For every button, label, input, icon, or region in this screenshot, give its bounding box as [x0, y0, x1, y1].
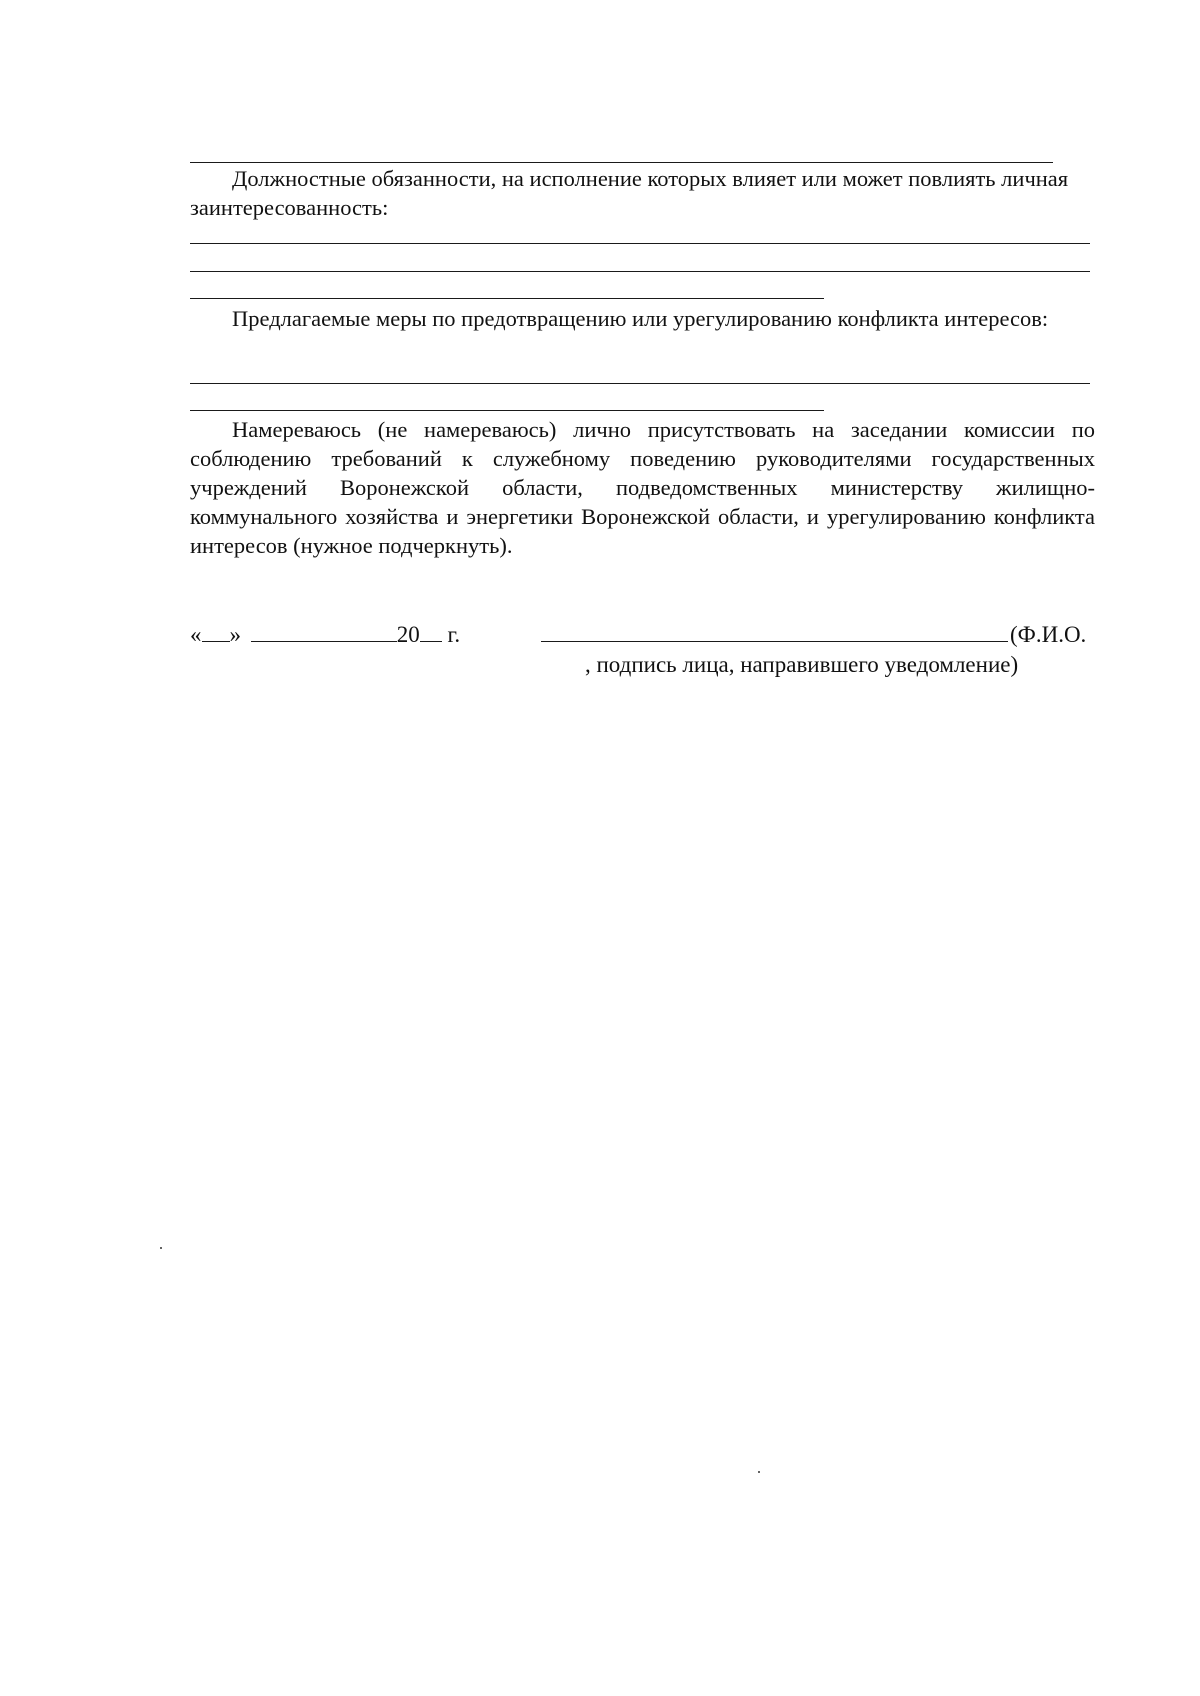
duties-paragraph: Должностные обязанности, на исполнение которых влияет или может повлиять личная заинтересованность: [190, 166, 1069, 220]
measures-fill-line-1[interactable] [190, 383, 1090, 384]
measures-fill-line-2[interactable] [190, 410, 824, 411]
signature-fill-line[interactable] [541, 641, 1008, 642]
year-blank[interactable] [420, 621, 442, 642]
scan-speck [160, 1247, 162, 1249]
day-blank[interactable] [202, 621, 230, 642]
month-blank[interactable] [251, 621, 397, 642]
top-fill-line [190, 162, 1053, 163]
year-suffix: г. [447, 622, 461, 647]
duties-fill-line-1[interactable] [190, 243, 1090, 244]
fio-label: (Ф.И.О. [1010, 622, 1087, 647]
duties-fill-line-3[interactable] [190, 298, 824, 299]
intent-paragraph: Намереваюсь (не намереваюсь) лично присутствовать на заседании комиссии по соблюдению требований к служебному поведению руководителями государственных учреждений Воронежской области, подведомственных министерству жилищно-коммунального хозяйства и энергетики Воронежской области, и урегулированию конфликта интересов (нужное подчеркнуть). [190, 417, 1095, 558]
measures-paragraph: Предлагаемые меры по предотвращению или урегулированию конфликта интересов: [232, 306, 1049, 331]
quote-close: » [229, 622, 241, 647]
signature-caption: , подпись лица, направившего уведомление) [585, 652, 1019, 677]
date-field [190, 620, 460, 649]
year-prefix: 20 [396, 622, 420, 647]
duties-fill-line-2[interactable] [190, 271, 1090, 272]
scan-speck [758, 1471, 760, 1473]
quote-open: « [190, 622, 202, 647]
